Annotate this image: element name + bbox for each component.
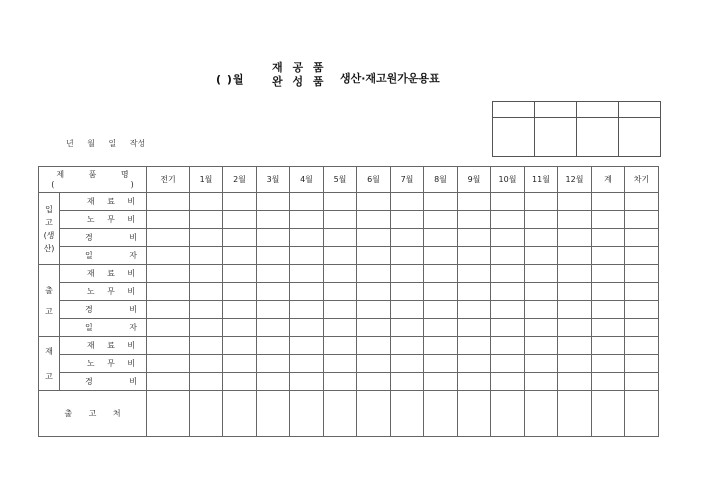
data-cell[interactable] bbox=[424, 283, 458, 301]
data-cell[interactable] bbox=[592, 193, 625, 211]
data-cell[interactable] bbox=[491, 355, 525, 373]
data-cell[interactable] bbox=[525, 301, 558, 319]
group-label-char: 입 bbox=[45, 204, 53, 214]
data-cell[interactable] bbox=[458, 373, 491, 391]
group-label-char: 고 bbox=[45, 217, 53, 227]
data-cell[interactable] bbox=[558, 391, 592, 437]
row-label: 경 비 bbox=[60, 373, 147, 391]
data-cell[interactable] bbox=[391, 355, 424, 373]
data-cell[interactable] bbox=[190, 283, 223, 301]
data-cell[interactable] bbox=[147, 391, 190, 437]
data-cell[interactable] bbox=[424, 193, 458, 211]
data-cell[interactable] bbox=[290, 283, 324, 301]
data-cell[interactable] bbox=[223, 211, 257, 229]
footer-row bbox=[39, 391, 659, 437]
data-cell[interactable] bbox=[147, 337, 190, 355]
data-cell[interactable] bbox=[147, 355, 190, 373]
data-cell[interactable] bbox=[391, 319, 424, 337]
data-cell[interactable] bbox=[257, 247, 290, 265]
data-cell[interactable] bbox=[625, 265, 659, 283]
row-label: 재 료 비 bbox=[60, 265, 147, 283]
data-cell[interactable] bbox=[257, 211, 290, 229]
data-cell[interactable] bbox=[147, 229, 190, 247]
data-cell[interactable] bbox=[257, 193, 290, 211]
data-cell[interactable] bbox=[290, 265, 324, 283]
approval-sign-cell bbox=[535, 118, 577, 157]
data-cell[interactable] bbox=[424, 319, 458, 337]
data-cell[interactable] bbox=[147, 265, 190, 283]
data-cell[interactable] bbox=[147, 211, 190, 229]
data-cell[interactable] bbox=[424, 247, 458, 265]
column-header: 2월 bbox=[223, 167, 257, 193]
data-cell[interactable] bbox=[592, 319, 625, 337]
data-cell[interactable] bbox=[525, 211, 558, 229]
data-cell[interactable] bbox=[491, 229, 525, 247]
group-label-char: 출 bbox=[45, 285, 53, 295]
data-cell[interactable] bbox=[147, 247, 190, 265]
data-cell[interactable] bbox=[223, 355, 257, 373]
data-cell[interactable] bbox=[391, 211, 424, 229]
data-cell[interactable] bbox=[424, 337, 458, 355]
cost-table bbox=[38, 166, 659, 437]
data-cell[interactable] bbox=[424, 301, 458, 319]
column-header: 12월 bbox=[558, 167, 592, 193]
data-cell[interactable] bbox=[290, 211, 324, 229]
data-cell[interactable] bbox=[525, 373, 558, 391]
table-row bbox=[39, 301, 659, 319]
date-written: 년 월 일 작성 bbox=[66, 139, 146, 148]
data-cell[interactable] bbox=[491, 373, 525, 391]
table-row bbox=[39, 265, 659, 283]
product-name-paren: ( ) bbox=[51, 179, 134, 189]
approval-header-cell bbox=[493, 102, 535, 118]
table-row bbox=[39, 337, 659, 355]
data-cell[interactable] bbox=[147, 319, 190, 337]
data-cell[interactable] bbox=[424, 211, 458, 229]
data-cell[interactable] bbox=[625, 283, 659, 301]
data-cell[interactable] bbox=[290, 247, 324, 265]
data-cell[interactable] bbox=[458, 265, 491, 283]
table-row bbox=[39, 373, 659, 391]
data-cell[interactable] bbox=[558, 211, 592, 229]
data-cell[interactable] bbox=[357, 355, 391, 373]
approval-sign-cell bbox=[619, 118, 661, 157]
data-cell[interactable] bbox=[558, 319, 592, 337]
data-cell[interactable] bbox=[525, 319, 558, 337]
data-cell[interactable] bbox=[391, 373, 424, 391]
title-kind-finished: 완 성 품 bbox=[272, 75, 327, 88]
data-cell[interactable] bbox=[391, 247, 424, 265]
table-row bbox=[39, 247, 659, 265]
group-label-char: 고 bbox=[45, 306, 53, 316]
data-cell[interactable] bbox=[491, 265, 525, 283]
column-header: 9월 bbox=[458, 167, 491, 193]
table-row bbox=[39, 355, 659, 373]
approval-box bbox=[492, 101, 661, 157]
column-header: 5월 bbox=[324, 167, 357, 193]
data-cell[interactable] bbox=[223, 337, 257, 355]
table-row bbox=[39, 229, 659, 247]
data-cell[interactable] bbox=[257, 319, 290, 337]
data-cell[interactable] bbox=[558, 229, 592, 247]
page-title: 생산·재고원가운용표 bbox=[340, 72, 440, 85]
approval-header-cell bbox=[619, 102, 661, 118]
column-header: 4월 bbox=[290, 167, 324, 193]
data-cell[interactable] bbox=[558, 301, 592, 319]
data-cell[interactable] bbox=[592, 391, 625, 437]
data-cell[interactable] bbox=[525, 337, 558, 355]
row-label: 경 비 bbox=[60, 301, 147, 319]
data-cell[interactable] bbox=[357, 247, 391, 265]
data-cell[interactable] bbox=[324, 355, 357, 373]
data-cell[interactable] bbox=[558, 283, 592, 301]
data-cell[interactable] bbox=[525, 391, 558, 437]
data-cell[interactable] bbox=[592, 373, 625, 391]
column-header: 6월 bbox=[357, 167, 391, 193]
data-cell[interactable] bbox=[324, 265, 357, 283]
data-cell[interactable] bbox=[458, 193, 491, 211]
data-cell[interactable] bbox=[147, 193, 190, 211]
data-cell[interactable] bbox=[357, 391, 391, 437]
approval-header-cell bbox=[535, 102, 577, 118]
data-cell[interactable] bbox=[223, 229, 257, 247]
data-cell[interactable] bbox=[391, 229, 424, 247]
data-cell[interactable] bbox=[223, 283, 257, 301]
data-cell[interactable] bbox=[324, 211, 357, 229]
data-cell[interactable] bbox=[190, 319, 223, 337]
data-cell[interactable] bbox=[592, 355, 625, 373]
data-cell[interactable] bbox=[625, 229, 659, 247]
group-label-char: 산) bbox=[43, 243, 55, 253]
data-cell[interactable] bbox=[525, 265, 558, 283]
data-cell[interactable] bbox=[592, 283, 625, 301]
title-month: ( )월 bbox=[216, 73, 245, 86]
column-header: 7월 bbox=[391, 167, 424, 193]
title-kind-wip: 재 공 품 bbox=[272, 61, 327, 74]
group-label bbox=[39, 265, 60, 337]
data-cell[interactable] bbox=[592, 247, 625, 265]
product-name-label: 제 품 명 bbox=[56, 169, 129, 179]
data-cell[interactable] bbox=[525, 355, 558, 373]
group-label bbox=[39, 337, 60, 391]
data-cell[interactable] bbox=[391, 337, 424, 355]
data-cell[interactable] bbox=[491, 193, 525, 211]
group-label bbox=[39, 193, 60, 265]
data-cell[interactable] bbox=[592, 301, 625, 319]
column-header: 차기 bbox=[625, 167, 659, 193]
data-cell[interactable] bbox=[391, 391, 424, 437]
data-cell[interactable] bbox=[558, 355, 592, 373]
data-cell[interactable] bbox=[357, 283, 391, 301]
data-cell[interactable] bbox=[458, 211, 491, 229]
data-cell[interactable] bbox=[491, 283, 525, 301]
data-cell[interactable] bbox=[458, 301, 491, 319]
table-row bbox=[39, 193, 659, 211]
data-cell[interactable] bbox=[357, 301, 391, 319]
data-cell[interactable] bbox=[147, 301, 190, 319]
column-header: 8월 bbox=[424, 167, 458, 193]
data-cell[interactable] bbox=[257, 283, 290, 301]
data-cell[interactable] bbox=[592, 229, 625, 247]
data-cell[interactable] bbox=[357, 319, 391, 337]
data-cell[interactable] bbox=[257, 301, 290, 319]
data-cell[interactable] bbox=[391, 283, 424, 301]
data-cell[interactable] bbox=[558, 373, 592, 391]
row-label: 노 무 비 bbox=[60, 211, 147, 229]
data-cell[interactable] bbox=[491, 301, 525, 319]
row-label: 노 무 비 bbox=[60, 355, 147, 373]
data-cell[interactable] bbox=[324, 247, 357, 265]
data-cell[interactable] bbox=[491, 391, 525, 437]
table-row bbox=[39, 283, 659, 301]
table-row bbox=[39, 319, 659, 337]
data-cell[interactable] bbox=[625, 337, 659, 355]
data-cell[interactable] bbox=[290, 319, 324, 337]
data-cell[interactable] bbox=[625, 211, 659, 229]
data-cell[interactable] bbox=[190, 301, 223, 319]
data-cell[interactable] bbox=[424, 355, 458, 373]
data-cell[interactable] bbox=[357, 373, 391, 391]
data-cell[interactable] bbox=[625, 193, 659, 211]
data-cell[interactable] bbox=[190, 265, 223, 283]
data-cell[interactable] bbox=[190, 337, 223, 355]
row-label: 재 료 비 bbox=[60, 193, 147, 211]
data-cell[interactable] bbox=[458, 355, 491, 373]
row-label: 재 료 비 bbox=[60, 337, 147, 355]
data-cell[interactable] bbox=[257, 265, 290, 283]
data-cell[interactable] bbox=[324, 283, 357, 301]
approval-sign-cell bbox=[577, 118, 619, 157]
data-cell[interactable] bbox=[357, 337, 391, 355]
data-cell[interactable] bbox=[223, 247, 257, 265]
data-cell[interactable] bbox=[257, 355, 290, 373]
data-cell[interactable] bbox=[625, 301, 659, 319]
data-cell[interactable] bbox=[592, 265, 625, 283]
data-cell[interactable] bbox=[190, 193, 223, 211]
data-cell[interactable] bbox=[625, 247, 659, 265]
data-cell[interactable] bbox=[592, 337, 625, 355]
data-cell[interactable] bbox=[190, 355, 223, 373]
data-cell[interactable] bbox=[290, 193, 324, 211]
data-cell[interactable] bbox=[625, 319, 659, 337]
data-cell[interactable] bbox=[223, 373, 257, 391]
data-cell[interactable] bbox=[290, 229, 324, 247]
destination-label: 출 고 처 bbox=[39, 391, 147, 437]
data-cell[interactable] bbox=[324, 337, 357, 355]
data-cell[interactable] bbox=[257, 391, 290, 437]
data-cell[interactable] bbox=[357, 193, 391, 211]
data-cell[interactable] bbox=[558, 337, 592, 355]
data-cell[interactable] bbox=[558, 193, 592, 211]
data-cell[interactable] bbox=[525, 229, 558, 247]
data-cell[interactable] bbox=[424, 229, 458, 247]
data-cell[interactable] bbox=[324, 373, 357, 391]
data-cell[interactable] bbox=[458, 391, 491, 437]
approval-header-cell bbox=[577, 102, 619, 118]
data-cell[interactable] bbox=[257, 229, 290, 247]
row-label: 일 자 bbox=[60, 247, 147, 265]
data-cell[interactable] bbox=[525, 283, 558, 301]
data-cell[interactable] bbox=[190, 211, 223, 229]
approval-sign-cell bbox=[493, 118, 535, 157]
data-cell[interactable] bbox=[190, 229, 223, 247]
data-cell[interactable] bbox=[525, 247, 558, 265]
title-kinds bbox=[272, 61, 327, 89]
row-label: 노 무 비 bbox=[60, 283, 147, 301]
data-cell[interactable] bbox=[147, 283, 190, 301]
data-cell[interactable] bbox=[324, 193, 357, 211]
column-header: 10월 bbox=[491, 167, 525, 193]
data-cell[interactable] bbox=[625, 391, 659, 437]
header-row bbox=[39, 167, 659, 193]
column-header: 계 bbox=[592, 167, 625, 193]
table-row bbox=[39, 211, 659, 229]
group-label-char: (생 bbox=[43, 230, 55, 240]
data-cell[interactable] bbox=[223, 193, 257, 211]
data-cell[interactable] bbox=[147, 373, 190, 391]
data-cell[interactable] bbox=[324, 391, 357, 437]
data-cell[interactable] bbox=[223, 265, 257, 283]
product-name-header bbox=[39, 167, 147, 193]
column-header: 3월 bbox=[257, 167, 290, 193]
data-cell[interactable] bbox=[290, 373, 324, 391]
column-header: 전기 bbox=[147, 167, 190, 193]
data-cell[interactable] bbox=[491, 319, 525, 337]
data-cell[interactable] bbox=[525, 193, 558, 211]
data-cell[interactable] bbox=[458, 229, 491, 247]
data-cell[interactable] bbox=[458, 319, 491, 337]
data-cell[interactable] bbox=[324, 319, 357, 337]
data-cell[interactable] bbox=[190, 247, 223, 265]
data-cell[interactable] bbox=[458, 247, 491, 265]
data-cell[interactable] bbox=[625, 373, 659, 391]
data-cell[interactable] bbox=[357, 229, 391, 247]
group-label-char: 고 bbox=[45, 371, 53, 381]
data-cell[interactable] bbox=[391, 301, 424, 319]
data-cell[interactable] bbox=[424, 265, 458, 283]
data-cell[interactable] bbox=[625, 355, 659, 373]
data-cell[interactable] bbox=[558, 265, 592, 283]
row-label: 경 비 bbox=[60, 229, 147, 247]
data-cell[interactable] bbox=[223, 301, 257, 319]
data-cell[interactable] bbox=[290, 355, 324, 373]
data-cell[interactable] bbox=[424, 391, 458, 437]
data-cell[interactable] bbox=[391, 193, 424, 211]
data-cell[interactable] bbox=[357, 265, 391, 283]
data-cell[interactable] bbox=[491, 211, 525, 229]
data-cell[interactable] bbox=[223, 391, 257, 437]
data-cell[interactable] bbox=[357, 211, 391, 229]
row-label: 일 자 bbox=[60, 319, 147, 337]
data-cell[interactable] bbox=[257, 373, 290, 391]
column-header: 1월 bbox=[190, 167, 223, 193]
data-cell[interactable] bbox=[190, 391, 223, 437]
data-cell[interactable] bbox=[324, 229, 357, 247]
data-cell[interactable] bbox=[491, 337, 525, 355]
data-cell[interactable] bbox=[558, 247, 592, 265]
data-cell[interactable] bbox=[491, 247, 525, 265]
data-cell[interactable] bbox=[458, 283, 491, 301]
data-cell[interactable] bbox=[391, 265, 424, 283]
data-cell[interactable] bbox=[190, 373, 223, 391]
data-cell[interactable] bbox=[290, 391, 324, 437]
group-label-char: 재 bbox=[45, 346, 53, 356]
data-cell[interactable] bbox=[324, 301, 357, 319]
data-cell[interactable] bbox=[290, 301, 324, 319]
data-cell[interactable] bbox=[257, 337, 290, 355]
data-cell[interactable] bbox=[424, 373, 458, 391]
data-cell[interactable] bbox=[290, 337, 324, 355]
data-cell[interactable] bbox=[592, 211, 625, 229]
column-header: 11월 bbox=[525, 167, 558, 193]
data-cell[interactable] bbox=[223, 319, 257, 337]
data-cell[interactable] bbox=[458, 337, 491, 355]
